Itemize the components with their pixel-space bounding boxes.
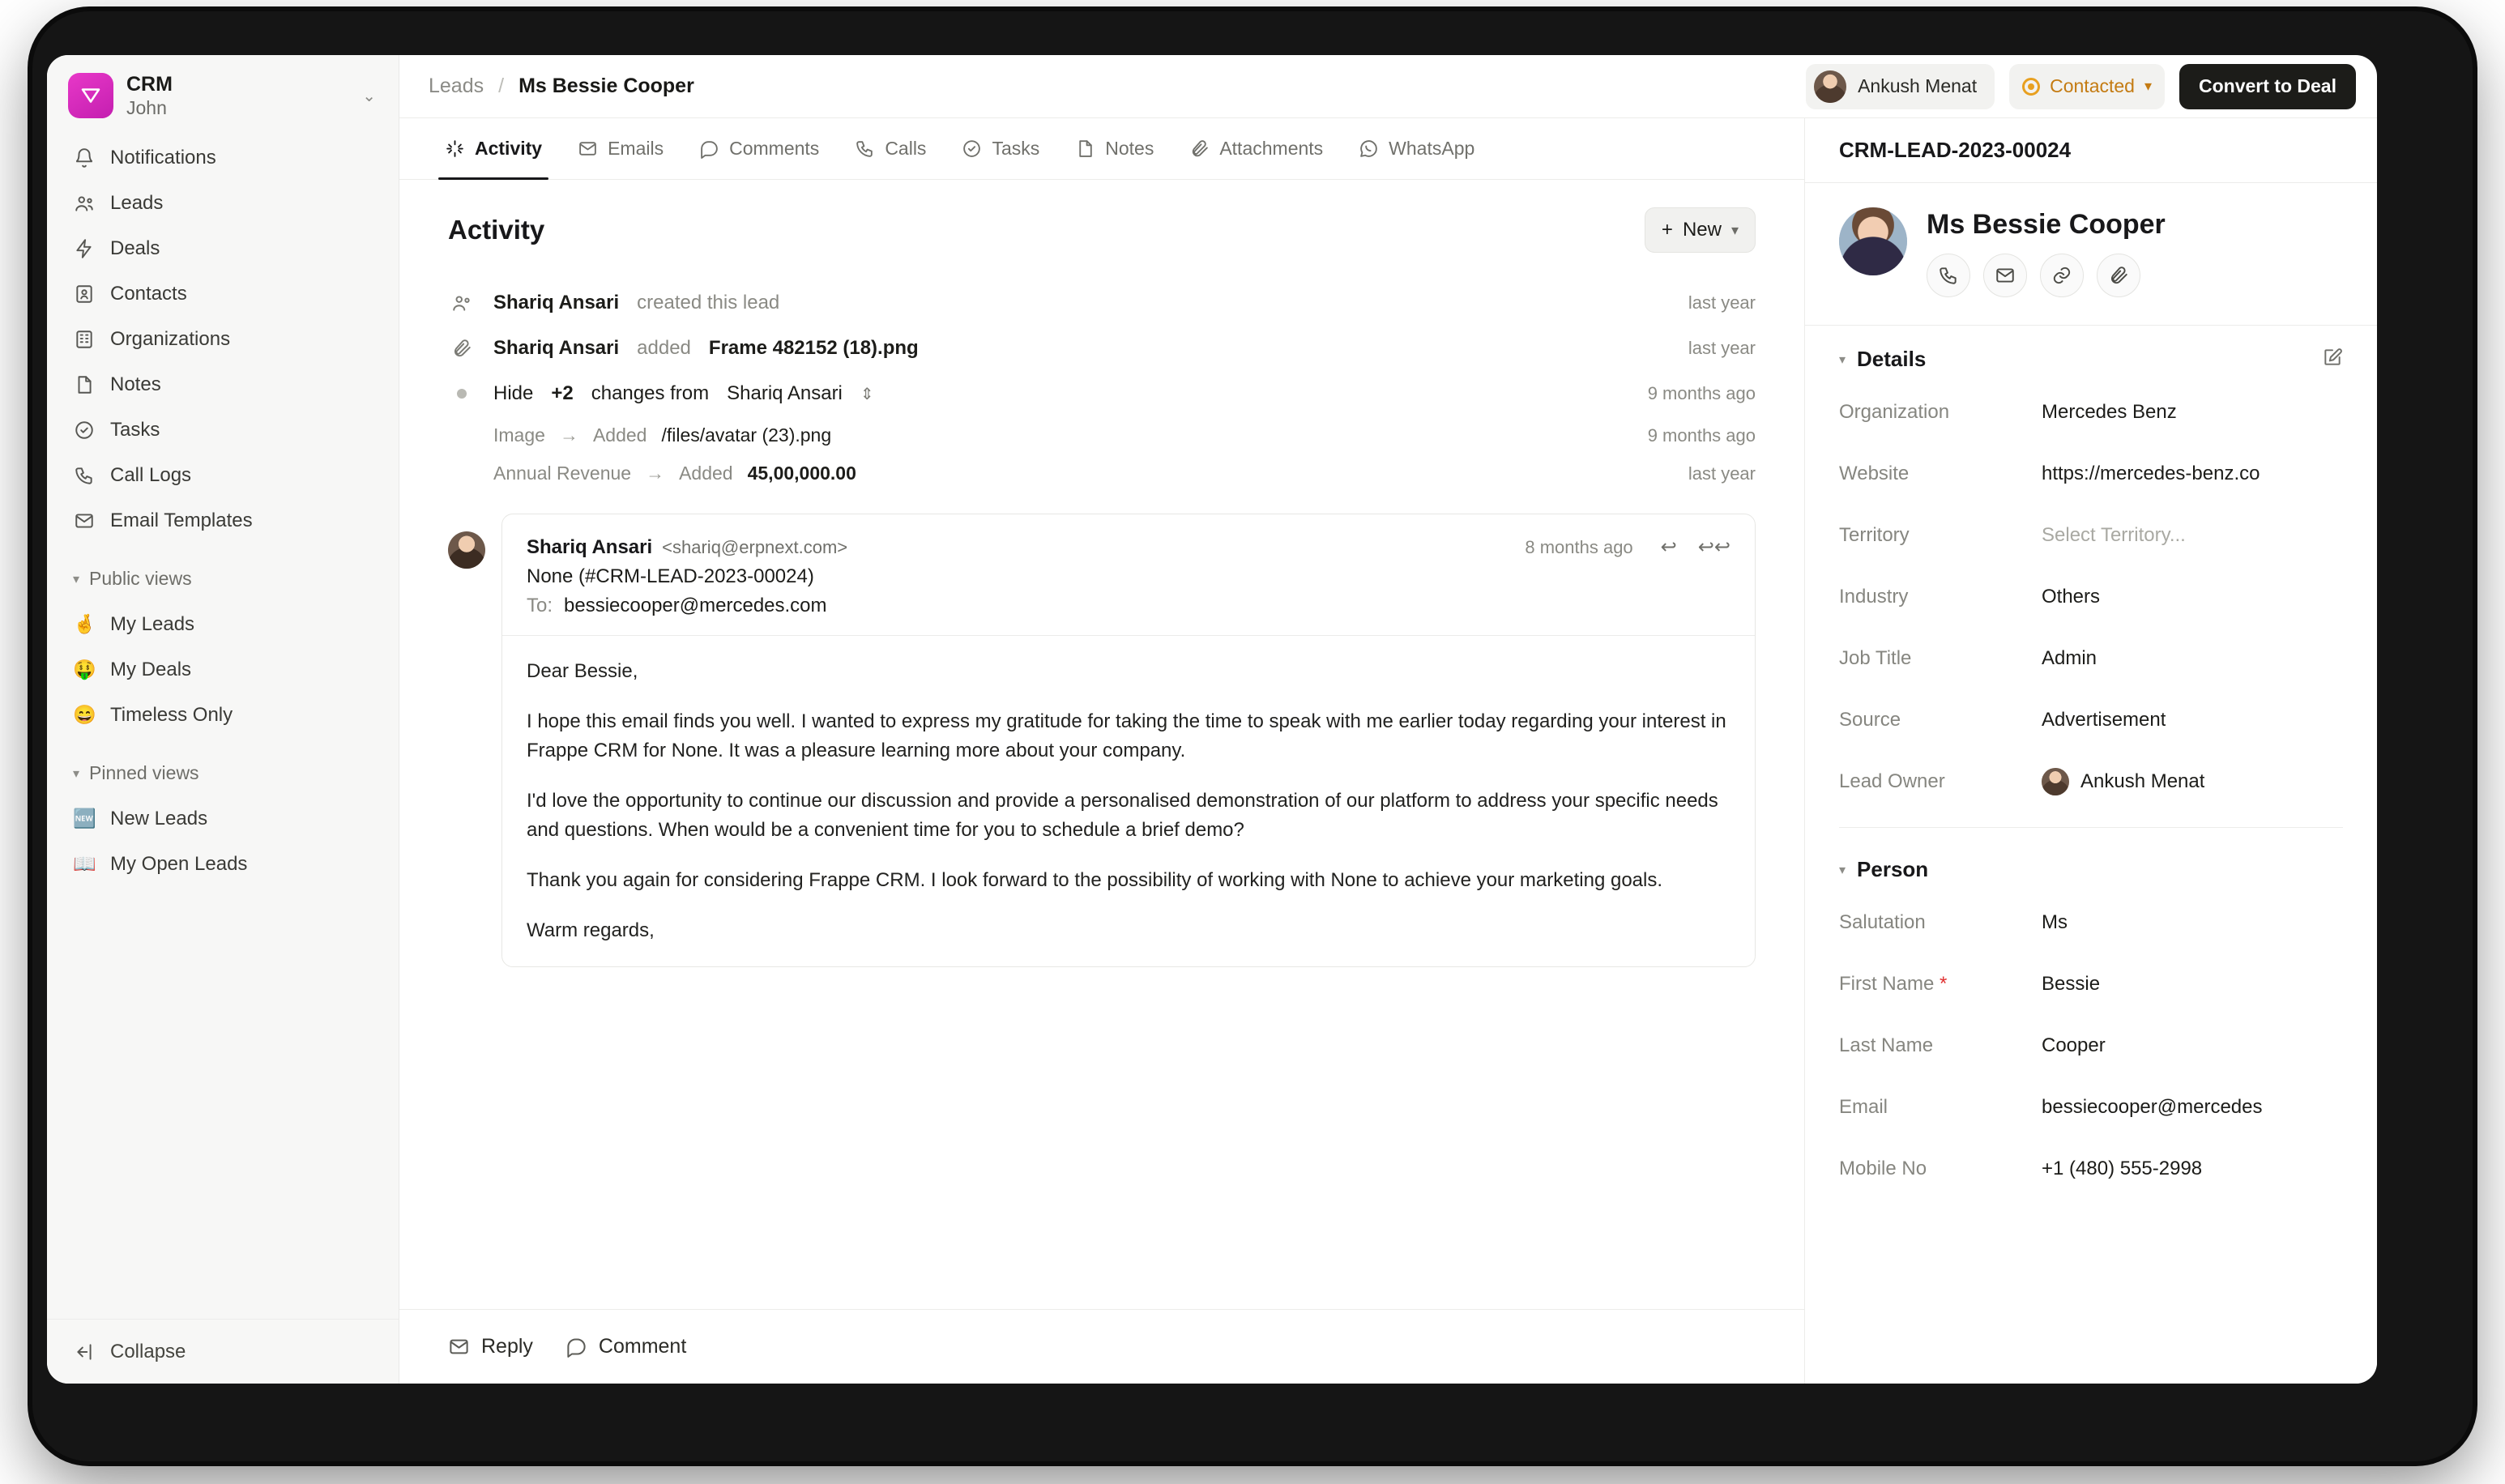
- page-title: Activity: [448, 215, 545, 245]
- sidebar-item-call-logs[interactable]: [62, 453, 384, 498]
- email-paragraph: Warm regards,: [527, 919, 655, 941]
- collapse-icon: [73, 1341, 96, 1363]
- arrow-right-icon: →: [559, 424, 578, 446]
- record-id-header: [1805, 118, 2377, 183]
- change-field: Annual Revenue: [493, 463, 632, 484]
- email-activity-card: [448, 514, 1756, 967]
- sidebar-item-label: Call Logs: [110, 463, 192, 486]
- sidebar-item-label: Organizations: [110, 327, 231, 350]
- field-label: First Name: [1839, 973, 1935, 995]
- new-button-label: New: [1682, 219, 1722, 241]
- field-label: Industry: [1839, 586, 1909, 608]
- reply-icon[interactable]: ↩: [1660, 536, 1677, 558]
- brand-user: John: [126, 96, 167, 118]
- section-label: Public views: [89, 568, 192, 590]
- change-time: last year: [1688, 463, 1756, 484]
- sidebar-item-label: Timeless Only: [110, 703, 233, 726]
- reply-button[interactable]: [448, 1335, 533, 1358]
- phone-icon: [73, 464, 96, 487]
- details-section: [1805, 326, 2377, 836]
- email-to-value: bessiecooper@mercedes.com: [564, 595, 827, 616]
- tab-label: Activity: [475, 138, 543, 159]
- field-organization: [1839, 382, 2343, 443]
- chevron-down-icon[interactable]: ⌄: [362, 87, 376, 105]
- collapse-label: Collapse: [110, 1340, 186, 1362]
- organizations-icon: [73, 328, 96, 351]
- sidebar-section-pinned-views[interactable]: [62, 751, 384, 796]
- email-icon: [578, 139, 598, 159]
- sidebar-item-timeless-only[interactable]: [62, 693, 384, 738]
- phone-icon[interactable]: [1927, 254, 1970, 297]
- field-value[interactable]: +1 (480) 555-2998: [2042, 1158, 2203, 1179]
- sidebar-item-notes[interactable]: [62, 362, 384, 407]
- arrow-right-icon: →: [646, 463, 665, 484]
- change-actor: Shariq Ansari: [727, 382, 843, 404]
- sidebar-item-email-templates[interactable]: [62, 498, 384, 544]
- tab-label: Emails: [608, 138, 664, 159]
- workspace-switcher[interactable]: [47, 55, 399, 134]
- changes-label: changes from: [591, 382, 710, 404]
- money-face-emoji-icon: 🤑: [73, 659, 96, 680]
- email-to-label: To:: [527, 595, 553, 616]
- activity-event: [448, 326, 1756, 371]
- convert-to-deal-button[interactable]: Convert to Deal: [2179, 64, 2356, 109]
- contacts-icon: [73, 283, 96, 305]
- tab-comments[interactable]: [681, 118, 837, 179]
- comment-button[interactable]: [565, 1335, 686, 1358]
- chevron-down-icon: ▾: [73, 572, 80, 586]
- details-section-header[interactable]: [1839, 347, 2343, 372]
- event-target: Frame 482152 (18).png: [708, 337, 919, 359]
- field-label: Last Name: [1839, 1034, 1934, 1056]
- comment-icon: [699, 139, 719, 159]
- tab-attachments[interactable]: [1171, 118, 1341, 179]
- content-split: [399, 118, 2377, 1384]
- comment-label: Comment: [598, 1335, 687, 1358]
- chevron-down-icon: ▾: [2144, 78, 2153, 94]
- details-title: Details: [1857, 347, 1927, 371]
- person-section-header[interactable]: [1839, 857, 2343, 882]
- change-value: /files/avatar (23).png: [661, 424, 832, 446]
- field-value[interactable]: Others: [2042, 586, 2101, 608]
- field-mobile-no: [1839, 1138, 2343, 1200]
- attachment-icon[interactable]: [2097, 254, 2140, 297]
- email-subject: None (#CRM-LEAD-2023-00024): [527, 565, 814, 587]
- breadcrumb-leads[interactable]: Leads: [429, 75, 484, 97]
- divider: [1839, 827, 2343, 828]
- email-time: 8 months ago: [1525, 537, 1633, 557]
- deals-icon: [73, 237, 96, 260]
- sidebar-item-organizations[interactable]: [62, 317, 384, 362]
- collapse-sidebar-button[interactable]: [47, 1319, 399, 1384]
- field-value[interactable]: Cooper: [2042, 1034, 2106, 1056]
- field-website: [1839, 443, 2343, 505]
- sidebar-item-leads[interactable]: [62, 181, 384, 226]
- lead-owner-name: Ankush Menat: [1858, 75, 1978, 96]
- chevron-down-icon: ▾: [1839, 863, 1846, 877]
- event-action: added: [637, 337, 691, 359]
- change-time: 9 months ago: [1647, 424, 1756, 446]
- field-lead-owner: [1839, 751, 2343, 812]
- field-label: Website: [1839, 463, 1910, 484]
- link-icon[interactable]: [2040, 254, 2084, 297]
- center-column: [399, 118, 1805, 1384]
- new-activity-button[interactable]: [1645, 207, 1756, 253]
- tab-bar: [399, 118, 1804, 180]
- composer-bar: [399, 1309, 1804, 1384]
- status-badge[interactable]: [2009, 64, 2165, 109]
- field-label: Lead Owner: [1839, 770, 1945, 792]
- mail-icon: [73, 510, 96, 532]
- bullet-dot-icon: [448, 389, 476, 399]
- sidebar-item-label: Contacts: [110, 282, 187, 305]
- brand-title: CRM: [126, 73, 173, 96]
- sidebar-item-label: Tasks: [110, 418, 160, 441]
- field-industry: [1839, 566, 2343, 628]
- person-name: Ms Bessie Cooper: [1927, 209, 2166, 240]
- email-content: [527, 636, 1730, 945]
- sidebar-item-notifications[interactable]: [62, 135, 384, 181]
- tab-calls[interactable]: [837, 118, 944, 179]
- avatar: [2042, 768, 2069, 795]
- sidebar-item-my-deals[interactable]: [62, 647, 384, 693]
- quick-actions: [1927, 254, 2343, 297]
- tab-emails[interactable]: [560, 118, 681, 179]
- email-paragraph: Thank you again for considering Frappe CRM. I look forward to the possibility of working with None to achieve your marketing goals.: [527, 869, 1663, 891]
- event-time: last year: [1688, 292, 1756, 313]
- change-action: Added: [679, 463, 733, 484]
- field-label: Mobile No: [1839, 1158, 1927, 1179]
- lead-owner-chip[interactable]: [1806, 64, 1995, 109]
- email-paragraph: I'd love the opportunity to continue our discussion and provide a personalised demonstration of our platform to address your specific needs and questions. When would be a convenient time for you to schedule a brief demo?: [527, 790, 1718, 841]
- sidebar-item-label: New Leads: [110, 807, 208, 829]
- sidebar-item-label: Deals: [110, 237, 160, 259]
- activity-event: [448, 280, 1756, 326]
- tab-label: WhatsApp: [1389, 138, 1475, 159]
- sidebar-item-tasks[interactable]: [62, 407, 384, 453]
- field-value: Ankush Menat: [2080, 770, 2205, 792]
- sidebar-item-label: Email Templates: [110, 509, 253, 531]
- field-salutation: [1839, 892, 2343, 953]
- field-value[interactable]: Admin: [2042, 647, 2097, 669]
- field-value[interactable]: bessiecooper@mercedes: [2042, 1096, 2263, 1118]
- attachment-icon: [1189, 139, 1210, 159]
- email-sender: Shariq Ansari: [527, 536, 653, 558]
- field-label: Email: [1839, 1096, 1888, 1118]
- email-recipient-row: [527, 595, 1730, 617]
- sidebar-item-label: My Deals: [110, 658, 192, 680]
- book-emoji-icon: 📖: [73, 853, 96, 875]
- record-id: CRM-LEAD-2023-00024: [1839, 138, 2072, 162]
- field-value[interactable]: https://mercedes-benz.co: [2042, 463, 2260, 484]
- reply-all-icon[interactable]: ↩↩: [1697, 536, 1730, 558]
- hide-label: Hide: [493, 382, 534, 404]
- app-window: [47, 55, 2377, 1384]
- person-title: Person: [1857, 857, 1929, 881]
- hand-emoji-icon: 🤞: [73, 613, 96, 635]
- sidebar-item-my-leads[interactable]: [62, 602, 384, 647]
- email-icon: [448, 1336, 470, 1358]
- field-last-name: [1839, 1015, 2343, 1077]
- tab-label: Notes: [1105, 138, 1154, 159]
- tab-tasks[interactable]: [944, 118, 1057, 179]
- email-sender-address: <shariq@erpnext.com>: [662, 537, 848, 557]
- activity-icon: [445, 139, 465, 159]
- avatar: [1839, 207, 1907, 275]
- attachment-icon: [448, 338, 476, 359]
- field-label: Territory: [1839, 524, 1910, 546]
- change-row: [448, 416, 1756, 454]
- activity-change-group-toggle[interactable]: [448, 371, 1756, 416]
- avatar: [1814, 70, 1846, 103]
- tab-label: Attachments: [1219, 138, 1324, 159]
- event-time: last year: [1688, 338, 1756, 358]
- user-add-icon: [448, 292, 476, 313]
- task-icon: [962, 139, 982, 159]
- status-label: Contacted: [2050, 75, 2135, 96]
- breadcrumb-current: Ms Bessie Cooper: [518, 75, 694, 97]
- tab-whatsapp[interactable]: [1341, 118, 1492, 179]
- field-territory: [1839, 505, 2343, 566]
- sidebar-item-contacts[interactable]: [62, 271, 384, 317]
- chevron-updown-icon[interactable]: ⇕: [860, 385, 874, 403]
- field-value[interactable]: Advertisement: [2042, 709, 2166, 731]
- comment-icon: [565, 1336, 587, 1358]
- person-section: [1805, 836, 2377, 1208]
- event-actor: Shariq Ansari: [493, 292, 620, 313]
- sidebar-section-public-views[interactable]: [62, 556, 384, 602]
- field-value[interactable]: Ms: [2042, 911, 2068, 933]
- change-count: +2: [551, 382, 574, 404]
- sidebar-item-deals[interactable]: [62, 226, 384, 271]
- change-field: Image: [493, 424, 545, 446]
- field-label: Salutation: [1839, 911, 1926, 933]
- edit-icon[interactable]: [2322, 347, 2343, 372]
- field-label: Job Title: [1839, 647, 1912, 669]
- tab-label: Comments: [729, 138, 820, 159]
- field-source: [1839, 689, 2343, 751]
- details-panel: [1805, 118, 2377, 1384]
- smile-emoji-icon: 😄: [73, 704, 96, 726]
- tab-label: Tasks: [992, 138, 1040, 159]
- activity-header: [448, 207, 1756, 253]
- sidebar-item-label: Notifications: [110, 146, 216, 168]
- change-group-time: 9 months ago: [1647, 383, 1756, 403]
- field-job-title: [1839, 628, 2343, 689]
- field-value[interactable]: Mercedes Benz: [2042, 401, 2177, 423]
- change-value: 45,00,000.00: [747, 463, 856, 484]
- section-label: Pinned views: [89, 762, 199, 784]
- chevron-down-icon: ▾: [73, 766, 80, 781]
- field-value[interactable]: Bessie: [2042, 973, 2101, 995]
- bell-icon: [73, 147, 96, 169]
- tab-activity[interactable]: [427, 118, 560, 179]
- new-emoji-icon: 🆕: [73, 808, 96, 829]
- sidebar: [47, 55, 399, 1384]
- field-value-wrapper[interactable]: [2042, 768, 2204, 795]
- main-area: [399, 55, 2377, 1384]
- sidebar-item-new-leads[interactable]: [62, 796, 384, 842]
- field-value[interactable]: Select Territory...: [2042, 524, 2186, 546]
- activity-feed: [399, 180, 1804, 1309]
- email-paragraph: Dear Bessie,: [527, 660, 638, 682]
- field-email: [1839, 1077, 2343, 1138]
- tab-label: Calls: [885, 138, 927, 159]
- plus-icon: +: [1661, 219, 1673, 241]
- notes-icon: [73, 373, 96, 396]
- breadcrumb-separator: /: [498, 75, 505, 97]
- change-row: [448, 454, 1756, 493]
- field-label: Source: [1839, 709, 1901, 731]
- sidebar-item-label: My Leads: [110, 612, 195, 635]
- avatar: [448, 531, 485, 569]
- field-label: Organization: [1839, 401, 1950, 423]
- crm-logo-icon: [68, 73, 113, 118]
- reply-label: Reply: [481, 1335, 533, 1358]
- chevron-down-icon: ▾: [1839, 352, 1846, 367]
- note-icon: [1075, 139, 1095, 159]
- tasks-icon: [73, 419, 96, 441]
- required-marker: *: [1934, 973, 1948, 995]
- whatsapp-icon: [1359, 139, 1379, 159]
- top-bar: [399, 55, 2377, 118]
- email-header: [527, 535, 1730, 559]
- sidebar-nav: [47, 134, 399, 887]
- sidebar-item-label: Notes: [110, 373, 161, 395]
- sidebar-item-label: Leads: [110, 191, 164, 214]
- sidebar-item-my-open-leads[interactable]: [62, 842, 384, 887]
- event-actor: Shariq Ansari: [493, 337, 620, 359]
- chevron-down-icon: ▾: [1730, 221, 1739, 238]
- tab-notes[interactable]: [1057, 118, 1171, 179]
- status-dot-icon: [2022, 78, 2040, 96]
- field-label-wrapper: [1839, 973, 2042, 996]
- person-header: [1805, 183, 2377, 326]
- leads-icon: [73, 192, 96, 215]
- mail-icon[interactable]: [1983, 254, 2027, 297]
- event-action: created this lead: [637, 292, 780, 313]
- email-body-box: [501, 514, 1756, 967]
- field-first-name: [1839, 953, 2343, 1015]
- email-paragraph: I hope this email finds you well. I wanted to express my gratitude for taking the time to speak with me earlier today regarding your interest in Frappe CRM for None. It was a pleasure learning more about your company.: [527, 710, 1726, 761]
- phone-icon: [855, 139, 875, 159]
- change-action: Added: [592, 424, 647, 446]
- sidebar-item-label: My Open Leads: [110, 852, 248, 875]
